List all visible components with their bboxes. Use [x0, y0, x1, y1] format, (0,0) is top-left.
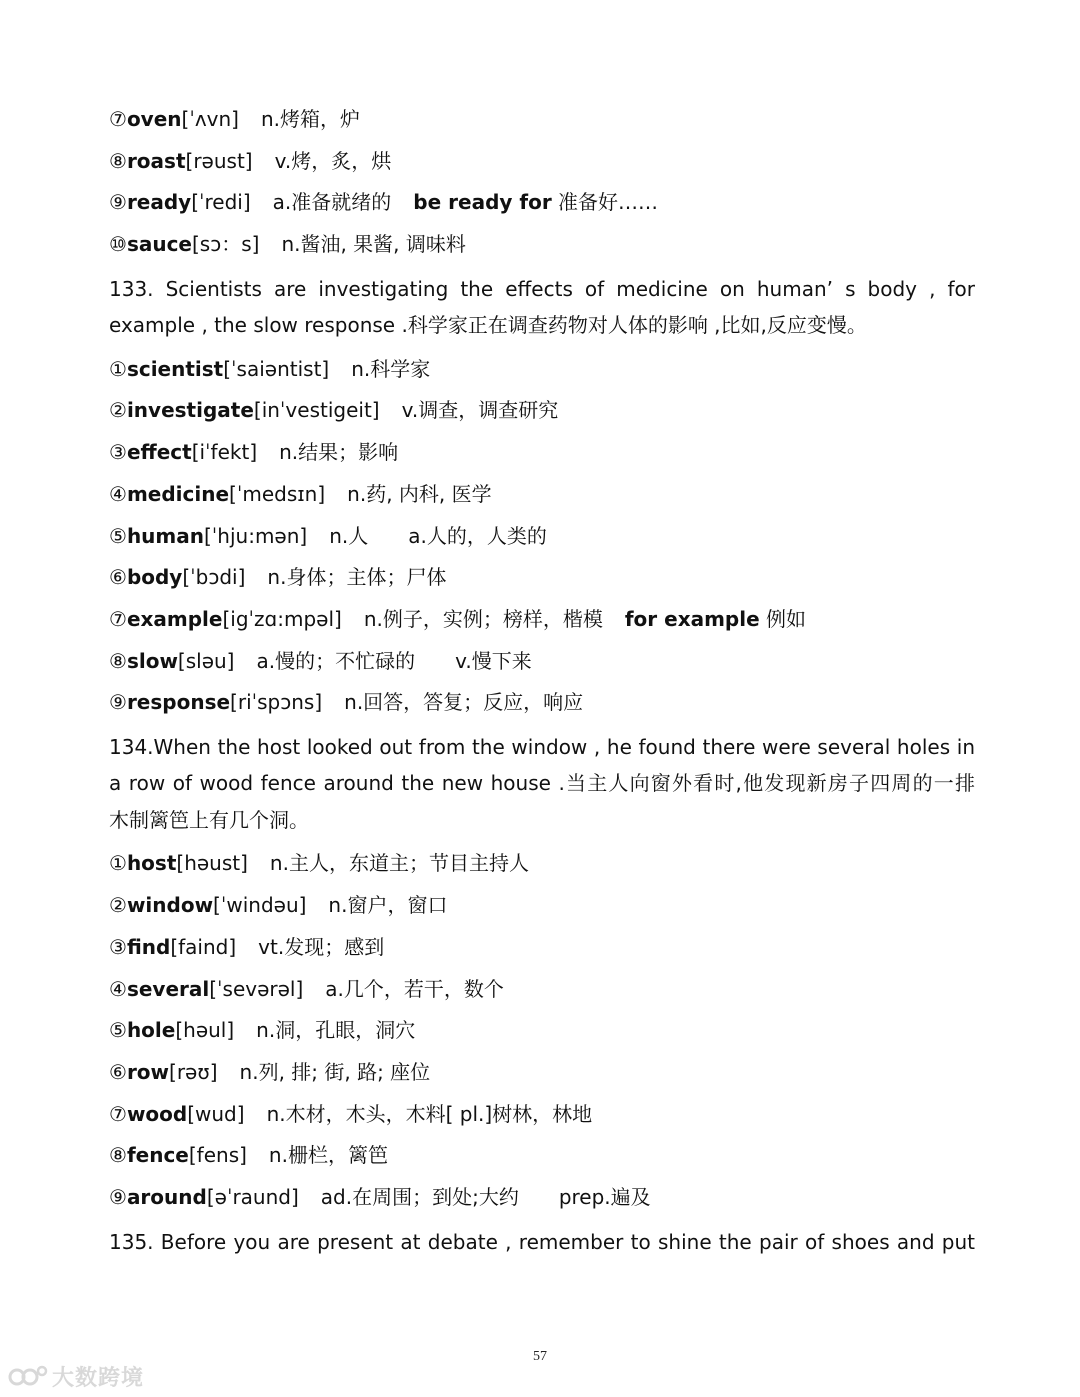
entry-definition: n.列, 排; 街, 路; 座位: [239, 1059, 431, 1084]
entry-word: sauce: [126, 232, 192, 257]
entry-word: scientist: [126, 356, 224, 381]
entry-definition: n.科学家: [351, 356, 431, 381]
entry-phonetic: [ˈmedsɪn]: [229, 481, 326, 506]
entry-definition: n.窗户，窗口: [328, 893, 448, 918]
sentence-134-line3: 木制篱笆上有几个洞。: [109, 807, 309, 832]
entry-number: ②: [109, 398, 127, 423]
entry-word: oven: [126, 107, 182, 131]
sentence-134: [109, 729, 975, 839]
entry-number: ④: [109, 976, 127, 1001]
entry-number: ⑦: [109, 107, 127, 131]
vocab-entry: [109, 521, 975, 551]
vocab-entry: [109, 604, 975, 634]
entry-definition: n.药, 内科, 医学: [347, 481, 492, 506]
entry-phonetic: [sləu]: [177, 648, 235, 673]
entry-definition: n.例子，实例；榜样，楷模: [363, 606, 603, 631]
sentence-133-line2: example , the slow response .科学家正在调查药物对人体的影响 ,比如,反应变慢。: [109, 313, 867, 338]
vocab-entry: [109, 354, 975, 384]
entry-definition: a.准备就绪的: [272, 190, 392, 215]
page-content: [109, 104, 975, 1270]
entry-definition: n.酱油, 果酱, 调味料: [281, 232, 466, 257]
entry-phonetic: [ˈredi]: [191, 190, 251, 215]
watermark: [8, 1360, 144, 1392]
sentence-135-line1: 135. Before you are present at debate , remember to shine the pair of shoes and put: [109, 1229, 975, 1254]
entry-number: ⑤: [109, 523, 127, 548]
entry-phonetic: [ˈwindəu]: [213, 893, 307, 918]
entry-phrase: be ready for: [413, 190, 552, 215]
vocab-entry: [109, 1057, 975, 1087]
entry-number: ⑧: [109, 148, 127, 173]
entry-number: ③: [109, 934, 127, 959]
entry-definition-secondary: a.人的，人类的: [408, 523, 547, 548]
entry-word: slow: [126, 648, 178, 673]
entry-number: ⑧: [109, 1143, 127, 1168]
entry-definition-secondary: prep.遍及: [558, 1184, 651, 1209]
entry-number: ⑥: [109, 1059, 127, 1084]
vocab-entry: [109, 1140, 975, 1170]
sentence-133-line1: 133. Scientists are investigating the effects of medicine on human’ s body , for: [109, 276, 975, 301]
vocab-entry: [109, 1099, 975, 1129]
entry-word: body: [126, 565, 183, 590]
vocab-entry: [109, 646, 975, 676]
entry-number: ⑧: [109, 648, 127, 673]
entry-phonetic: [faind]: [170, 934, 237, 959]
entry-definition-secondary: v.慢下来: [455, 648, 532, 673]
entry-phrase-meaning: 准备好……: [558, 190, 659, 215]
vocab-entry: [109, 848, 975, 878]
entry-word: effect: [126, 440, 192, 465]
entry-number: ①: [109, 356, 127, 381]
entry-word: example: [126, 606, 223, 631]
watermark-logo-icon: [8, 1363, 48, 1389]
entry-definition: n.洞，孔眼，洞穴: [256, 1018, 416, 1043]
vocab-entry: [109, 229, 975, 259]
entry-number: ⑨: [109, 190, 127, 215]
entry-phonetic: [ˈhju:mən]: [204, 523, 308, 548]
entry-word: medicine: [126, 481, 230, 506]
entry-phonetic: [sɔ：s]: [192, 232, 260, 257]
vocab-entry: [109, 1182, 975, 1212]
entry-word: around: [126, 1184, 207, 1209]
entry-definition: v.烤，炙，烘: [274, 148, 392, 173]
entry-word: find: [126, 934, 171, 959]
entry-definition: a.慢的；不忙碌的: [256, 648, 416, 673]
entry-phrase: for example: [624, 606, 760, 631]
vocab-entry: [109, 1015, 975, 1045]
entry-phonetic: [ˈʌvn]: [181, 107, 239, 131]
sentence-133: [109, 271, 975, 344]
entry-word: human: [126, 523, 204, 548]
entry-phonetic: [igˈzɑ:mpəl]: [222, 606, 342, 631]
entry-number: ①: [109, 851, 127, 876]
entry-phonetic: [ˈsaiəntist]: [223, 356, 330, 381]
entry-phonetic: [ˈbɔdi]: [182, 565, 246, 590]
entry-word: window: [126, 893, 214, 918]
entry-definition: n.木材，木头，木料[ pl.]树林，林地: [266, 1101, 593, 1126]
entry-number: ④: [109, 481, 127, 506]
entry-phonetic: [fens]: [188, 1143, 247, 1168]
entry-number: ②: [109, 893, 127, 918]
watermark-text: 大数跨境: [52, 1365, 145, 1391]
entry-phonetic: [həul]: [175, 1018, 235, 1043]
entry-phonetic: [iˈfekt]: [191, 440, 258, 465]
vocab-entry: [109, 437, 975, 467]
entry-number: ③: [109, 440, 127, 465]
vocab-entry: [109, 687, 975, 717]
entry-number: ⑦: [109, 1101, 127, 1126]
vocab-entry: [109, 104, 975, 134]
entry-phonetic: [ˈsevərəl]: [209, 976, 304, 1001]
entry-definition: a.几个，若干，数个: [325, 976, 504, 1001]
entry-word: response: [126, 690, 231, 715]
entry-phonetic: [inˈvestigeit]: [253, 398, 380, 423]
entry-word: investigate: [126, 398, 254, 423]
entry-definition: n.主人，东道主；节目主持人: [269, 851, 529, 876]
entry-number: ⑥: [109, 565, 127, 590]
entry-number: ⑦: [109, 606, 127, 631]
entry-word: host: [126, 851, 177, 876]
entry-phonetic: [wud]: [187, 1101, 245, 1126]
entry-word: row: [126, 1059, 170, 1084]
entry-definition: n.回答，答复；反应，响应: [344, 690, 584, 715]
entry-number: ⑤: [109, 1018, 127, 1043]
vocab-entry: [109, 187, 975, 217]
vocab-entry: [109, 562, 975, 592]
entry-word: fence: [126, 1143, 189, 1168]
entry-number: ⑩: [109, 232, 127, 257]
entry-phonetic: [həust]: [176, 851, 248, 876]
entry-phonetic: [rəust]: [185, 148, 253, 173]
entry-definition: v.调查，调查研究: [401, 398, 559, 423]
vocab-entry: [109, 974, 975, 1004]
entry-word: hole: [126, 1018, 176, 1043]
entry-definition: vt.发现；感到: [258, 934, 385, 959]
entry-definition: n.人: [329, 523, 369, 548]
sentence-134-line1: 134.When the host looked out from the window , he found there were several holes in: [109, 734, 975, 759]
page-number: 57: [533, 1349, 547, 1364]
entry-word: wood: [126, 1101, 188, 1126]
vocab-entry: [109, 395, 975, 425]
entry-phrase-meaning: 例如: [766, 606, 807, 631]
sentence-134-line2: a row of wood fence around the new house .当主人向窗外看时,他发现新房子四周的一排: [109, 771, 975, 796]
entry-word: several: [126, 976, 210, 1001]
entry-definition: n.身体；主体；尸体: [267, 565, 447, 590]
sentence-135: [109, 1224, 975, 1261]
entry-definition: n.栅栏，篱笆: [268, 1143, 388, 1168]
vocab-entry: [109, 890, 975, 920]
entry-number: ⑨: [109, 690, 127, 715]
entry-word: roast: [126, 148, 186, 173]
vocab-entry: [109, 479, 975, 509]
entry-definition: n.结果；影响: [279, 440, 399, 465]
entry-phonetic: [əˈraund]: [206, 1184, 299, 1209]
vocab-entry: [109, 146, 975, 176]
entry-number: ⑨: [109, 1184, 127, 1209]
entry-phonetic: [rəʊ]: [169, 1059, 218, 1084]
vocab-entry: [109, 932, 975, 962]
entry-definition: ad.在周围；到处;大约: [320, 1184, 519, 1209]
entry-phonetic: [riˈspɔns]: [230, 690, 323, 715]
entry-definition: n.烤箱，炉: [260, 107, 361, 131]
entry-word: ready: [126, 190, 192, 215]
